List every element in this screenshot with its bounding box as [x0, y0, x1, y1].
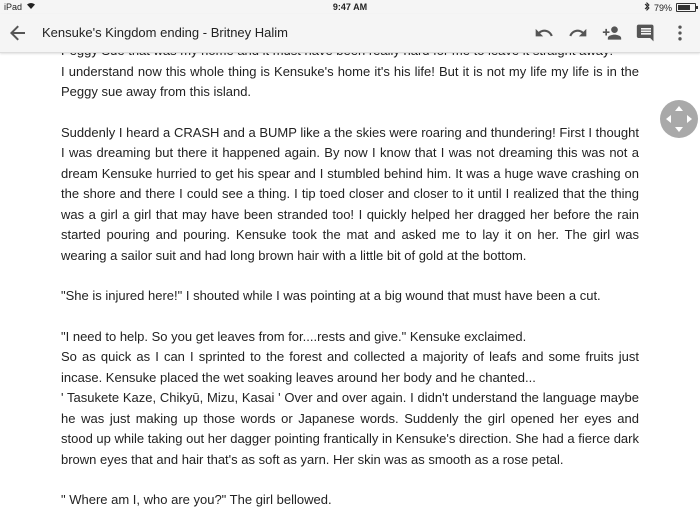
device-name: iPad: [4, 2, 23, 12]
status-right: [644, 2, 696, 13]
battery-icon: [676, 3, 696, 12]
undo-button[interactable]: [532, 21, 556, 45]
paragraph-3b: So as quick as I can I sprinted to the forest and collected a majority of leafs and some fruits just incase. Kensuke placed the wet soaking leaves around her body and he chanted...: [61, 349, 639, 385]
paragraph-1: Suddenly I heard a CRASH and a BUMP like a the skies were roaring and thundering! First I thought I was dreaming but there it happened again. By now I know that I was not dreaming this was not a dream Kensuke hurried to get his spear and I stumbled behind him. It was a huge wave crashing on the shore and there I could see a thing. I tip toed closer and closer to it until I realized that the thing was a girl a girl that may have been stranded too! I quickly helped her dragged her before the rain started pouring and pouring. Kensuke took the mat and asked me to lay it on her. The girl was wearing a sailor suit and had long brown hair with a little bit of gold at the bottom.: [61, 124, 639, 263]
doc-title: Kensuke's Kingdom ending - Britney Halim: [42, 25, 288, 40]
paragraph-3c: ' Tasukete Kaze, Chikyū, Mizu, Kasai ' Over and over again. I didn't understand the language maybe he was just making up those words or Japanese words. Suddenly the girl opened her eyes and stood up while taking out her dagger pointing frantically in Kensuke's direction. She had a fierce dark brown eyes that and hair that's as soft as yarn. Her skin was as smooth as a rose petal.: [61, 390, 639, 467]
redo-icon: [568, 23, 588, 43]
paragraph-4: " Where am I, who are you?" The girl bellowed.: [61, 492, 332, 507]
arrow-back-icon: [6, 21, 30, 45]
document-content: [61, 41, 639, 531]
doc-toolbar: [0, 14, 700, 53]
redo-button[interactable]: [566, 21, 590, 45]
comment-icon: [636, 23, 656, 43]
toolbar-actions: [532, 21, 692, 45]
paragraph-2: "She is injured here!" I shouted while I was pointing at a big wound that must have been a cut.: [61, 288, 601, 303]
bluetooth-icon: [644, 2, 650, 13]
paragraph-3a: "I need to help. So you get leaves from for....rests and give." Kensuke exclaimed.: [61, 328, 527, 344]
more-button[interactable]: [668, 21, 692, 45]
share-button[interactable]: [600, 21, 624, 45]
battery-percent: 79%: [653, 2, 672, 13]
paragraph-0: I understand now this whole thing is Kensuke's home it's his life! But it is not my life my life is in the Peggy sue away from this island.: [61, 63, 639, 99]
scroll-navigation-control[interactable]: [660, 100, 698, 138]
status-bar: [0, 0, 700, 14]
undo-icon: [534, 23, 554, 43]
comments-button[interactable]: [634, 21, 658, 45]
dpad-icon: [660, 100, 698, 138]
back-button[interactable]: [6, 21, 30, 45]
status-time: 9:47 AM: [332, 2, 368, 12]
document-body[interactable]: [0, 53, 700, 525]
more-vert-icon: [670, 23, 690, 43]
person-add-icon: [602, 23, 622, 43]
